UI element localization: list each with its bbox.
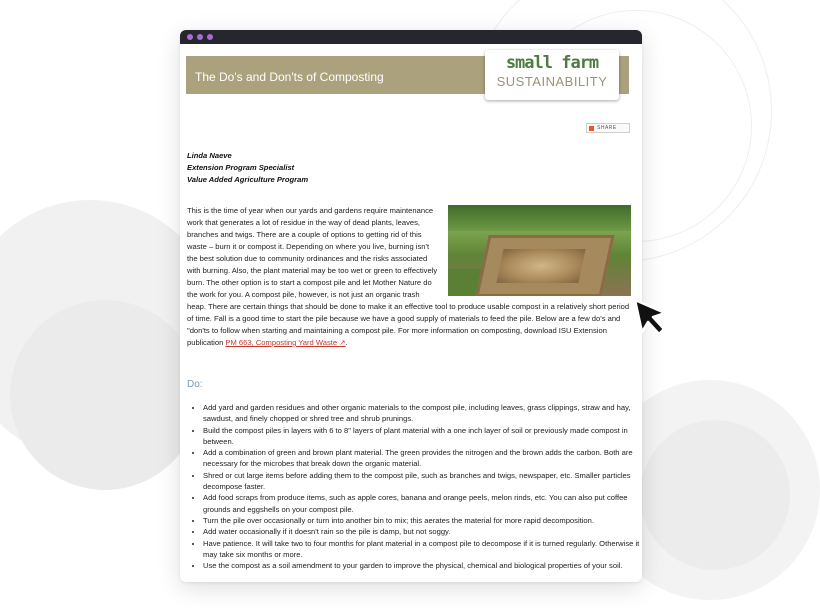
author-role: Extension Program Specialist bbox=[187, 163, 295, 172]
article-page bbox=[180, 44, 642, 582]
share-label: SHARE bbox=[597, 125, 617, 131]
do-list-item: • Add yard and garden residues and other organic materials to the compost pile, including leaves, grass clippings, straw and hay, sawdust, and finely chopped or shred tree and shrub prunings. bbox=[203, 402, 642, 425]
browser-window bbox=[180, 30, 642, 582]
do-list-item: • Turn the pile over occasionally or turn into another bin to mix; this aerates the material for more rapid decomposition. bbox=[203, 515, 642, 526]
compost-bin-image bbox=[448, 205, 631, 296]
do-list-item: • Build the compost piles in layers with 6 to 8" layers of plant material with a one inch layer of soil or previously made compost in between. bbox=[203, 425, 642, 448]
window-titlebar bbox=[180, 30, 642, 44]
share-button[interactable] bbox=[586, 123, 630, 133]
do-list bbox=[187, 402, 642, 571]
close-dot-icon[interactable] bbox=[187, 34, 193, 40]
site-logo[interactable] bbox=[485, 50, 619, 100]
do-list-item: • Have patience. It will take two to four months for plant material in a compost pile to decompose if it is turned regularly. Otherwise it may take six months or more. bbox=[203, 538, 642, 561]
do-list-item: • Add a combination of green and brown plant material. The green provides the nitrogen and the brown adds the carbon. Both are necessary for the microbes that break down the organic material. bbox=[203, 447, 642, 470]
intro-paragraph: This is the time of year when our yards and gardens require maintenance work that generates a lot of residue in the way of dead plants, leaves, branches and twigs. There are a couple of options to getting rid of this waste – burn it or compost it. Depending on where you live, burning isn't the best solution due to community ordinances and the risks associated with burning. Also, the plant material may be too wet or green to effectively burn. The other option is to start a compost pile and let Mother Nature do the work for you. A compost pile, however, is not just an organic trash heap. There are certain things that should be done to make it an effective tool to produce usable compost in a relatively short period of time. Fall is a good time to start the pile because we have a good supply of materials to feed the pile. Below are a few do's and "don'ts to follow when starting and maintaining a compost pile. For more information on composting, download ISU Extension publication PM 663, Composting Yard Waste ↗. bbox=[187, 206, 630, 347]
background-circle bbox=[10, 300, 200, 490]
logo-text-bottom: SUSTAINABILITY bbox=[496, 74, 608, 89]
maximize-dot-icon[interactable] bbox=[207, 34, 213, 40]
minimize-dot-icon[interactable] bbox=[197, 34, 203, 40]
author-name: Linda Naeve bbox=[187, 151, 232, 160]
background-circle bbox=[640, 420, 790, 570]
do-list-item: • Add water occasionally if it doesn't rain so the pile is damp, but not soggy. bbox=[203, 526, 642, 537]
do-list-item: • Shred or cut large items before adding them to the compost pile, such as branches and twigs, newspaper, etc. Smaller particles decompose faster. bbox=[203, 470, 642, 493]
page-title: The Do's and Don'ts of Composting bbox=[195, 70, 384, 84]
share-plus-icon bbox=[589, 126, 594, 131]
do-list-item: • Use the compost as a soil amendment to your garden to improve the physical, chemical and biological properties of your soil. bbox=[203, 560, 642, 571]
logo-text-top: small farm bbox=[505, 53, 599, 73]
external-link-icon: ↗ bbox=[339, 338, 346, 347]
mouse-pointer-icon bbox=[631, 297, 671, 337]
do-heading: Do: bbox=[187, 379, 203, 390]
intro-text: This is the time of year when our yards and gardens require maintenance work that generates a lot of residue in the way of dead plants, leaves, branches and twigs. There are a couple of options to getting rid of this waste – burn it or compost it. Depending on where you live, burning isn't the best solution due to community ordinances and the risks associated with burning. Also, the plant material may be too wet or green to effectively burn. The other option is to start a compost pile and let Mother Nature do the work for you. A compost pile, however, is not just an organic trash heap. There are certain things that should be done to make it an effective tool to produce usable compost in a relatively short period of time. Fall is a good time to start the pile because we have a good supply of materials to feed the pile. Below are a few do's and "don'ts to follow when starting and maintaining a compost pile. For more information on composting, download ISU Extension publication bbox=[187, 206, 630, 347]
do-list-item: • Add food scraps from produce items, such as apple cores, banana and orange peels, melon rinds, etc. You can also put coffee grounds and eggshells on your compost pile. bbox=[203, 492, 642, 515]
article-banner bbox=[186, 53, 629, 94]
author-block bbox=[187, 150, 308, 186]
publication-link[interactable]: PM 663, Composting Yard Waste ↗ bbox=[225, 338, 346, 347]
author-program: Value Added Agriculture Program bbox=[187, 175, 309, 184]
